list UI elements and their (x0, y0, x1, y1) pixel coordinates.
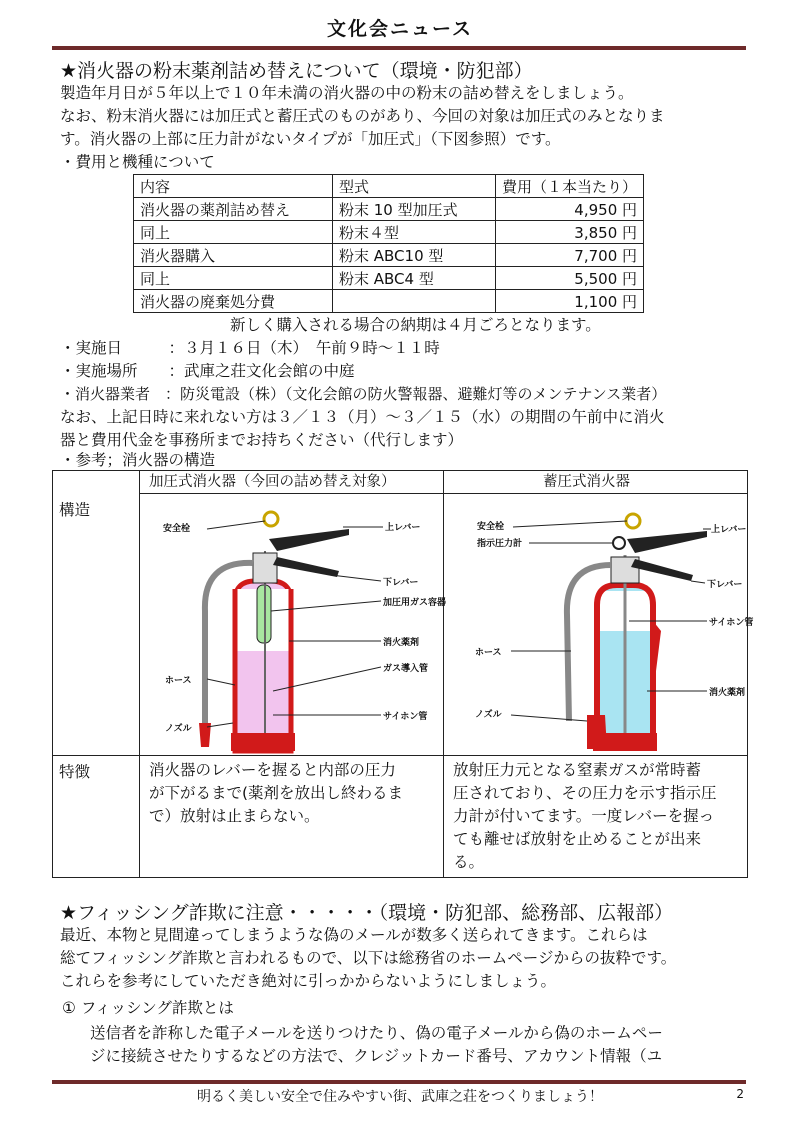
stored-pressure-extinguisher-diagram (447, 501, 754, 751)
page-title: 文化会ニュース (326, 18, 474, 40)
feature-stored-line: ても離せば放射を止めることが出来 (453, 830, 702, 848)
pull-ring (264, 512, 278, 526)
table-cell: 5,500 円 (496, 267, 644, 290)
table-cell: 粉末 10 型加圧式 (333, 198, 496, 221)
row-header-structure: 構造 (59, 501, 91, 519)
cost-table (133, 174, 644, 313)
divider (53, 755, 747, 756)
header-rule (52, 46, 746, 50)
label-siphon: サイホン管 (383, 712, 428, 722)
absent-note-line: なお、上記日時に来れない方は３／１３（月）～３／１５（水）の期間の午前中に消火 (60, 408, 665, 426)
structure-table (52, 470, 754, 878)
feature-stored-line: 力計が付いてます。一度レバーを握っ (453, 807, 715, 825)
label-upper-lever: 上レバー (385, 523, 421, 533)
table-cell: 粉末 ABC4 型 (333, 267, 496, 290)
table-cell: 消火器の薬剤詰め替え (134, 198, 333, 221)
cylinder-base (593, 733, 657, 751)
label-gas-tube: ガス導入管 (383, 664, 429, 674)
table-cell: 消火器の廃棄処分費 (134, 290, 333, 313)
col-header-stored: 蓄圧式消火器 (543, 474, 630, 490)
pressurized-extinguisher-diagram (143, 501, 447, 751)
valve-head (253, 553, 277, 583)
phishing-intro-line: 総てフィッシング詐欺と言われるもので、以下は総務省のホームページからの抜粋です。 (60, 949, 677, 967)
lower-lever (631, 559, 693, 581)
divider (443, 471, 444, 877)
table-row (134, 198, 644, 221)
label-hose: ホース (165, 676, 192, 686)
extinguisher-intro-line: なお、粉末消火器には加圧式と蓄圧式のものがあり、今回の対象は加圧式のみとなりま (60, 107, 665, 125)
label-safety-pin: 安全栓 (477, 522, 505, 532)
col-header-pressurized: 加圧式消火器（今回の詰め替え対象） (149, 474, 396, 490)
feature-stored-line: 圧されており、その圧力を示す指示圧 (453, 784, 717, 802)
table-cell: 同上 (134, 221, 333, 244)
cost-heading: ・費用と機種について (60, 153, 215, 171)
phishing-item1-line: 送信者を詐称した電子メールを送りつけたり、偽の電子メールから偽のホームペー (90, 1024, 663, 1042)
label-agent: 消火薬剤 (709, 688, 746, 698)
table-cell: 粉末４型 (333, 221, 496, 244)
absent-note-line: 器と費用代金を事務所までお持ちください（代行します） (60, 431, 464, 449)
table-cell: 粉末 ABC10 型 (333, 244, 496, 267)
table-header-cell: 型式 (333, 175, 496, 198)
label-agent: 消火薬剤 (383, 638, 420, 648)
table-row (134, 267, 644, 290)
table-cell (333, 290, 496, 313)
table-cell: 同上 (134, 267, 333, 290)
label-siphon: サイホン管 (709, 618, 754, 628)
cylinder-accent (653, 621, 661, 679)
table-cell: 7,700 円 (496, 244, 644, 267)
place-line: ・実施場所 ：武庫之荘文化会館の中庭 (60, 362, 355, 380)
table-cell: 3,850 円 (496, 221, 644, 244)
phishing-item1-line: ジに接続させたりするなどの方法で、クレジットカード番号、アカウント情報（ユ (90, 1047, 663, 1065)
extinguisher-heading: ★消火器の粉末薬剤詰め替えについて（環境・防犯部） (60, 60, 533, 82)
table-cell: 1,100 円 (496, 290, 644, 313)
date-line: ・実施日 ：３月１６日（木） 午前９時～１１時 (60, 339, 440, 357)
page-number: 2 (736, 1087, 744, 1101)
vendor-line: ・消火器業者 ：防災電設（株）（文化会館の防火警報器、避難灯等のメンテナンス業者） (60, 385, 667, 403)
label-lower-lever: 下レバー (383, 578, 419, 588)
feature-pressurized-line: が下がるまで(薬剤を放出し終わるま (149, 784, 404, 802)
phishing-heading: ★フィッシング詐欺に注意・・・・・（環境・防犯部、総務部、広報部） (60, 902, 674, 924)
extinguisher-intro-line: 製造年月日が５年以上で１０年未満の消火器の中の粉末の詰め替えをしましょう。 (60, 84, 634, 102)
lower-lever (273, 557, 339, 577)
upper-lever (269, 529, 349, 551)
label-hose: ホース (475, 648, 502, 658)
feature-stored-line: る。 (453, 853, 485, 871)
delivery-note: 新しく購入される場合の納期は４月ごろとなります。 (230, 316, 601, 334)
table-cell: 4,950 円 (496, 198, 644, 221)
table-header-cell: 費用（１本当たり） (496, 175, 644, 198)
row-header-features: 特徴 (59, 763, 91, 781)
table-row (134, 290, 644, 313)
table-cell: 消火器購入 (134, 244, 333, 267)
table-header-row (134, 175, 644, 198)
extinguisher-intro-line: す。消火器の上部に圧力計がないタイプが「加圧式」（下図参照）です。 (60, 130, 561, 148)
label-lower-lever: 下レバー (707, 580, 743, 590)
label-nozzle: ノズル (475, 710, 502, 720)
label-upper-lever: 上レバー (711, 525, 747, 535)
upper-lever (627, 531, 707, 553)
footer-slogan: 明るく美しい安全で住みやすい街、武庫之荘をつくりましょう！ (197, 1089, 603, 1105)
reference-heading: ・参考；消火器の構造 (60, 451, 216, 469)
feature-pressurized-line: で）放射は止まらない。 (149, 807, 320, 825)
phishing-item1-title: ① フィッシング詐欺とは (62, 999, 234, 1017)
feature-pressurized-line: 消火器のレバーを握ると内部の圧力 (149, 761, 396, 779)
label-nozzle: ノズル (165, 724, 192, 734)
pressure-gauge (613, 537, 625, 549)
phishing-intro-line: 最近、本物と見間違ってしまうような偽のメールが数多く送られてきます。これらは (60, 926, 648, 944)
table-header-cell: 内容 (134, 175, 333, 198)
phishing-intro-line: これらを参考にしていただき絶対に引っかからないようにしましょう。 (60, 972, 557, 990)
table-row (134, 221, 644, 244)
cylinder-base (231, 733, 295, 751)
label-gauge: 指示圧力計 (477, 539, 523, 549)
footer-rule (52, 1080, 746, 1084)
table-row (134, 244, 644, 267)
label-safety-pin: 安全栓 (163, 524, 191, 534)
divider (139, 471, 140, 877)
feature-stored-line: 放射圧力元となる窒素ガスが常時蓄 (453, 761, 702, 779)
pull-ring (626, 514, 640, 528)
label-gas-container: 加圧用ガス容器 (383, 598, 447, 608)
